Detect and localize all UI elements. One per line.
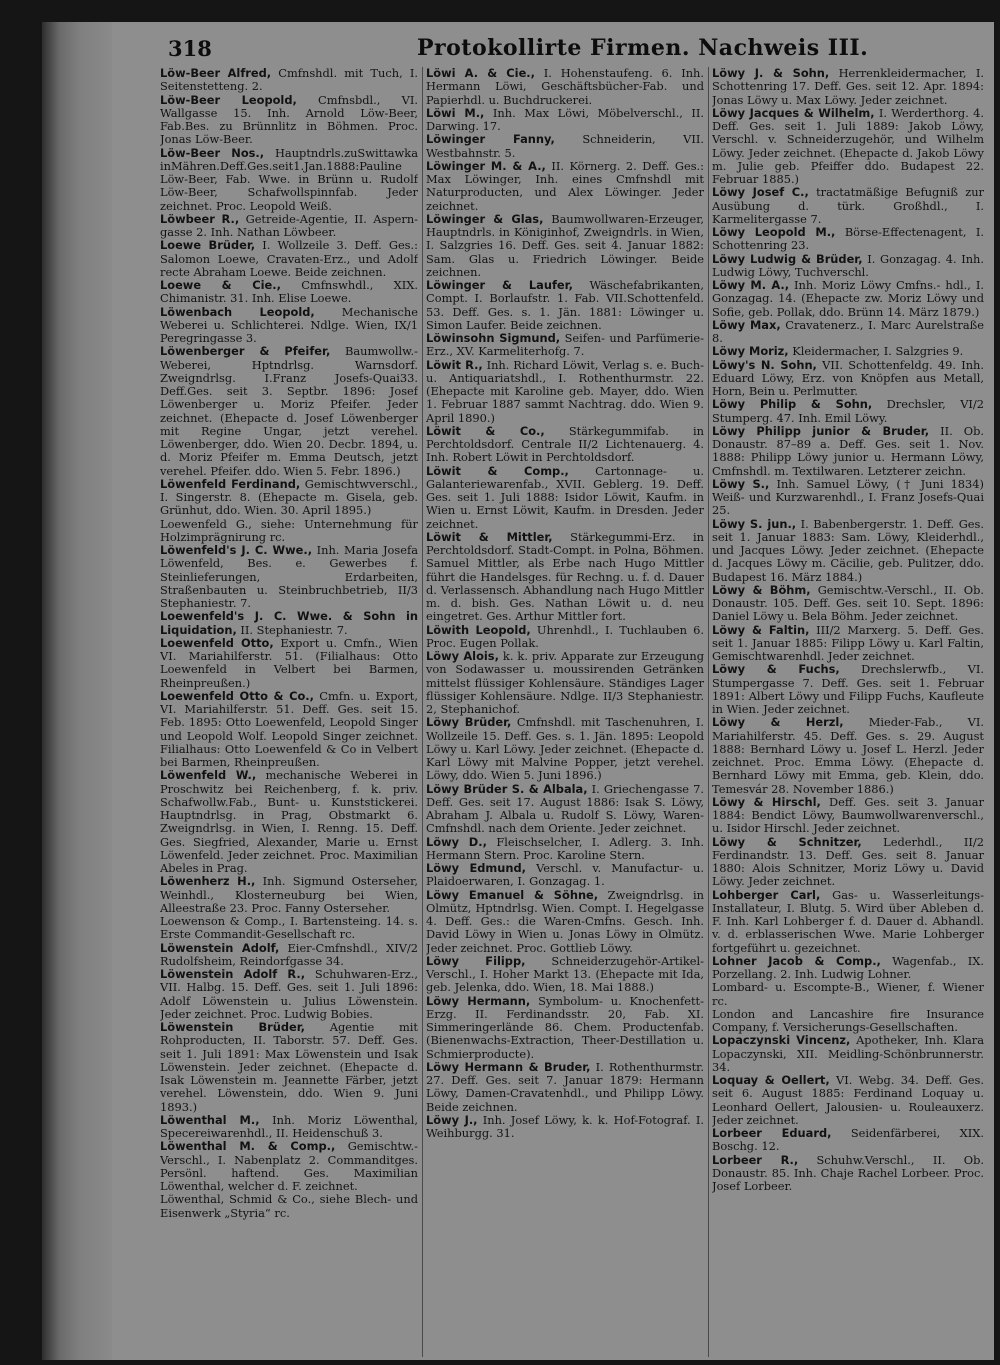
firm-details: Deff. Ges. seit 3. Januar 1884: Bendict Löwy, Baumwollwarenverschl., u. Isidor Hirschl. Jeder zeichnet. <box>712 794 984 836</box>
directory-entry <box>426 889 704 955</box>
firm-details: Gemischtw.-Verschl., II. Ob. Donaustr. 105. Deff. Ges. seit 10. Sept. 1896: Daniel Löwy u. Bela Böhm. Jeder zeichnet. <box>712 582 984 624</box>
directory-column-3 <box>712 67 984 1357</box>
directory-entry <box>712 796 984 836</box>
firm-details: Baumwollw.-Weberei, Hptndrlsg. Warnsdorf. Zweigndrlsg. I.Franz Josefs-Quai33. Deff.Ges. seit 3. Septbr. 1896: Josef Löwenberger u. Moriz Pfeifer. Jeder zeichnet. (Ehepacte d. Josef Löwenberger mit Regine Ungar, jetzt verehel. Löwenberger, ddo. Wien 20. Decbr. 1894, u. d. Moriz Pfeifer m. Emma Deutsch, jetzt verehel. Pfeifer. ddo. Wien 5. Febr. 1896.) <box>160 344 418 478</box>
directory-entry <box>160 942 418 969</box>
firm-details: II. Körnerg. 2. Deff. Ges.: Max Löwinger, Inh. eines Cmfnshdl mit Naturproducten, und Alex Löwinger. Jeder zeichnet. <box>426 158 704 213</box>
directory-entry <box>160 213 418 240</box>
firm-name: Loewenfeld Otto & Co., <box>160 688 314 703</box>
directory-entry <box>712 836 984 889</box>
firm-details: tractatmäßige Befugniß zur Ausübung d. türk. Großhdl., I. Karmelitergasse 7. <box>712 185 984 226</box>
directory-entry <box>160 478 418 518</box>
firm-details: Drechslerwfb., VI. Stumpergasse 7. Deff. Ges. seit 1. Februar 1891: Albert Löwy und Filipp Fuchs, Kaufleute in Wien. Jeder zeichnet. <box>712 662 984 716</box>
firm-details: Loewenson & Comp., I. Bartensteing. 14. s. Erste Commandit-Gesellschaft rc. <box>160 914 418 942</box>
firm-details: Cmfnswhdl., XIX. Chimanistr. 31. Inh. Elise Loewe. <box>160 278 418 306</box>
firm-details: Inh. Moriz Löwenthal, Specereiwarenhdl., II. Heidenschuß 3. <box>160 1112 418 1140</box>
directory-entry <box>712 518 984 584</box>
firm-details: Cmfnsbdl., VI. Wallgasse 15. Inh. Arnold Löw-Beer, Fab.Bes. zu Brünnlitz in Böhmen. Proc. Jonas Löw-Beer. <box>160 92 418 147</box>
firm-name: Lohberger Carl, <box>712 887 821 902</box>
firm-details: I. Wollzeile 3. Deff. Ges.: Salomon Loewe, Cravaten-Erz., und Adolf recte Abraham Loewe. Beide zeichnen. <box>160 238 418 279</box>
directory-entry <box>160 1021 418 1114</box>
directory-entry <box>160 915 418 942</box>
directory-entry <box>712 425 984 478</box>
book-gutter-shadow <box>42 22 112 1360</box>
firm-details: I. Gonzagag. 4. Inh. Ludwig Löwy, Tuchverschl. <box>712 251 984 279</box>
directory-entry <box>426 531 704 624</box>
directory-entry <box>426 67 704 107</box>
firm-name: Löwit & Co., <box>426 423 545 438</box>
directory-entry <box>712 359 984 399</box>
firm-details: Wäschefabrikanten, Compt. I. Borlaufstr. 1. Fab. VII.Schottenfeld. 53. Deff. Ges. s. 1. Jän. 1881: Löwinger u. Simon Laufer. Beide zeichnen. <box>426 278 704 332</box>
directory-entry <box>160 690 418 770</box>
firm-name: Löwy Hermann & Bruder, <box>426 1059 591 1074</box>
directory-entry <box>160 67 418 94</box>
firm-details: Drechsler, VI/2 Stumperg. 47. Inh. Emil Löwy. <box>712 397 984 425</box>
directory-entry <box>712 663 984 716</box>
directory-entry <box>712 67 984 107</box>
directory-entry <box>426 1114 704 1141</box>
firm-details: I. Werderthorg. 4. Deff. Ges. seit 1. Juli 1889: Jakob Löwy, Verschl. v. Schneiderzugehör, und Wilhelm Löwy. Jeder zeichnet. (Ehepacte d. Jakob Löwy m. Julie geb. Pfeiffer ddo. Budapest 22. Februar 1885.) <box>712 105 984 186</box>
firm-name: Löwenherz H., <box>160 874 256 889</box>
firm-name: Löwenstein Brüder, <box>160 1020 306 1034</box>
directory-entry <box>426 279 704 332</box>
firm-details: Gemischtwverschl., I. Singerstr. 8. (Ehepacte m. Gisela, geb. Grünhut, ddo. Wien. 30. April 1895.) <box>160 476 418 518</box>
firm-details: Inh. Samuel Löwy, († Juni 1834) Weiß- und Kurzwarenhdl., I. Franz Josefs-Quai 25. <box>712 476 984 518</box>
directory-entry <box>160 637 418 690</box>
directory-entry <box>160 769 418 875</box>
firm-details: Wagenfab., IX. Porzellang. 2. Inh. Ludwig Lohner. <box>712 953 984 981</box>
directory-entry <box>426 650 704 716</box>
firm-details: Inh. Maria Josefa Löwenfeld, Bes. e. Gewerbes f. Steinlieferungen, Erdarbeiten, Straßenbauten u. Steinbruchbetrieb, II/3 Stephaniestr. 7. <box>160 543 418 610</box>
directory-entry <box>712 1127 984 1154</box>
firm-details: Zweigndrlsg. in Olmütz, Hptndrlsg. Wien. Compt. I. Hegelgasse 4. Deff. Ges.: die Waren-Cmfns. Gesch. Inh. David Löwy in Wien u. Jonas Löwy in Olmütz. Jeder zeichnet. Proc. Gottlieb Löwy. <box>426 887 704 955</box>
firm-details: Börse-Effectenagent, I. Schottenring 23. <box>712 225 984 253</box>
directory-entry <box>712 345 984 358</box>
directory-entry <box>426 359 704 425</box>
directory-entry <box>160 544 418 610</box>
firm-details: Export u. Cmfn., Wien VI. Mariahilferstr. 51. (Filialhaus: Otto Loewenfeld in Velbert bei Barmen, Rheinpreußen.) <box>160 635 418 690</box>
firm-name: Löwy Hermann, <box>426 993 531 1008</box>
firm-details: Mieder-Fab., VI. Mariahilferstr. 45. Deff. Ges. s. 29. August 1888: Bernhard Löwy u. Josef L. Herzl. Jeder zeichnet. Proc. Emma Löwy. (Ehepacte d. Bernhard Löwy mit Emma, geb. Klein, ddo. Temesvár 28. November 1886.) <box>712 715 984 796</box>
firm-details: VI. Webg. 34. Deff. Ges. seit 6. August 1885: Ferdinand Loquay u. Leonhard Oellert, Jalousien- u. Rouleauxerz. Jeder zeichnet. <box>712 1073 984 1127</box>
firm-details: I. Rothenthurmstr. 27. Deff. Ges. seit 7. Januar 1879: Hermann Löwy, Damen-Cravatenhdl., und Philipp Löwy. Beide zeichnen. <box>426 1059 704 1114</box>
firm-name: Löw-Beer Nos., <box>160 145 265 160</box>
firm-details: Fleischselcher, I. Adlerg. 3. Inh. Hermann Stern. Proc. Karoline Stern. <box>426 834 704 862</box>
firm-details: Mechanische Weberei u. Schlichterei. Ndlge. Wien, IX/1 Peregringasse 3. <box>160 304 418 345</box>
firm-name: Loewenfeld's J. C. Wwe. & Sohn in Liquidation, <box>160 609 418 637</box>
firm-name: Löwenfeld's J. C. Wwe., <box>160 543 313 557</box>
firm-name: Löwi A. & Cie., <box>426 67 535 80</box>
firm-details: Gas- u. Wasserleitungs-Installateur, I. Blutg. 5. Wird über Ableben d. F. Inh. Karl Lohberger f. d. Dauer d. Abhandl. v. d. erblasserischen Wwe. Marie Lohberger fortgeführt u. gezeichnet. <box>712 887 984 955</box>
firm-name: Löwy M. A., <box>712 278 790 292</box>
directory-entry <box>712 253 984 280</box>
directory-entry <box>712 624 984 664</box>
directory-entry <box>712 889 984 955</box>
page-number: 318 <box>168 36 212 61</box>
firm-details: II. Ob. Donaustr. 87–89 a. Deff. Ges. seit 1. Nov. 1888: Philipp Löwy junior u. Hermann Löwy, Cmfnshdl. m. Textilwaren. Letzterer zeichn. <box>712 423 984 478</box>
directory-entry <box>712 107 984 187</box>
firm-details: Lederhdl., II/2 Ferdinandstr. 13. Deff. Ges. seit 8. Januar 1880: Alois Schnitzer, Moriz Löwy u. David Löwy. Jeder zeichnet. <box>712 834 984 889</box>
firm-details: Eier-Cmfnshdl., XIV/2 Rudolfsheim, Reindorfgasse 34. <box>160 940 418 968</box>
firm-details: Kleidermacher, I. Salzgries 9. <box>792 344 964 359</box>
firm-name: Löwith Leopold, <box>426 622 531 637</box>
directory-entry <box>160 306 418 346</box>
firm-name: Löwinger M. & A., <box>426 158 546 173</box>
directory-entry <box>426 133 704 160</box>
firm-name: Loewe Brüder, <box>160 238 256 253</box>
firm-details: Schuhw.Verschl., II. Ob. Donaustr. 85. Inh. Chaje Rachel Lorbeer. Proc. Josef Lorbeer. <box>712 1152 984 1193</box>
firm-details: Getreide-Agentie, II. Aspern- gasse 2. Inh. Nathan Löwbeer. <box>160 211 418 239</box>
firm-details: III/2 Marxerg. 5. Deff. Ges. seit 1. Januar 1885: Filipp Löwy u. Karl Faltin, Gemischtwarenhdl. Jeder zeichnet. <box>712 622 984 663</box>
directory-entry <box>712 398 984 425</box>
firm-details: Symbolum- u. Knochenfett-Erzg. II. Ferdinandsstr. 20, Fab. XI. Simmeringerlände 86. Chem. Productenfab. (Bienenwachs-Extraction, Theer-Destillation u. Schmierproducte). <box>426 993 704 1061</box>
firm-details: Verschl. v. Manufactur- u. Plaidoerwaren, I. Gonzagag. 1. <box>426 861 704 889</box>
firm-details: Lombard- u. Escompte-B., Wiener, f. Wiener rc. <box>712 980 984 1008</box>
firm-details: Stärkegummi-Erz. in Perchtoldsdorf. Stadt-Compt. in Polna, Böhmen. Samuel Mittler, als Erbe nach Hugo Mittler führt die Handelsges. für Rechng. u. f. d. Dauer d. Verlassensch. Abhandlung nach Hugo Mittler m. d. bish. Ges. Nathan Löwit u. d. neu eingetret. Ges. Arthur Mittler fort. <box>426 529 704 624</box>
firm-name: Löwenbach Leopold, <box>160 304 315 319</box>
directory-entry <box>426 332 704 359</box>
firm-name: Löwy & Faltin, <box>712 622 810 637</box>
firm-details: Apotheker, Inh. Klara Lopaczynski, XII. Meidling-Schönbrunnerstr. 34. <box>712 1033 984 1074</box>
directory-entry <box>160 345 418 478</box>
firm-name: Löwenstein Adolf R., <box>160 967 306 981</box>
directory-entry <box>712 319 984 346</box>
firm-name: Löwy Filipp, <box>426 953 526 968</box>
firm-name: Löwy Philip & Sohn, <box>712 397 873 412</box>
firm-name: Löwy Edmund, <box>426 861 526 875</box>
directory-entry <box>712 716 984 796</box>
directory-entry <box>160 1114 418 1141</box>
firm-name: Löwit & Comp., <box>426 463 569 478</box>
directory-entry <box>712 1034 984 1074</box>
firm-details: Cmfn. u. Export, VI. Mariahilferstr. 51. Deff. Ges. seit 15. Feb. 1895: Otto Loewenfeld, Leopold Singer und Leopold Wolf. Leopold Singer zeichnet. Filialhaus: Otto Loewenfeld & Co in Velbert bei Barmen, Rheinpreußen. <box>160 688 418 769</box>
firm-details: Uhrenhdl., I. Tuchlauben 6. Proc. Eugen Pollak. <box>426 622 704 650</box>
firm-name: Löw-Beer Alfred, <box>160 67 272 80</box>
firm-details: Stärkegummifab. in Perchtoldsdorf. Centrale II/2 Lichtenauerg. 4. Inh. Robert Löwit in Perchtoldsdorf. <box>426 423 704 465</box>
directory-entry <box>160 1193 418 1220</box>
firm-details: Inh. Max Löwi, Möbelverschl., II. Darwing. 17. <box>426 105 704 133</box>
directory-entry <box>426 783 704 836</box>
firm-name: Löwy & Böhm, <box>712 582 811 597</box>
firm-name: Löwy S., <box>712 476 770 491</box>
firm-name: Löwy Ludwig & Brüder, <box>712 251 863 266</box>
directory-entry <box>712 981 984 1008</box>
firm-details: Gemischtw.- Verschl., I. Nabenplatz 2. Commanditges. Persönl. haftend. Ges. Maximilian Löwenthal, welcher d. F. zeichnet. <box>160 1139 418 1193</box>
firm-details: II. Stephaniestr. 7. <box>240 622 348 637</box>
firm-name: Löwy S. jun., <box>712 516 797 531</box>
firm-name: Löwy J., <box>426 1112 478 1127</box>
firm-name: Löwinger & Glas, <box>426 211 544 226</box>
firm-name: Loquay & Oellert, <box>712 1073 830 1087</box>
firm-name: Löwy Jacques & Wilhelm, <box>712 105 875 120</box>
firm-name: Löwy Alois, <box>426 649 499 663</box>
firm-details: I. Hohenstaufeng. 6. Inh. Hermann Löwi, Geschäftsbücher-Fab. und Papierhdl. u. Buchdruckerei. <box>426 67 704 107</box>
firm-name: Löwy Leopold M., <box>712 225 836 239</box>
directory-entry <box>160 279 418 306</box>
directory-entry <box>160 875 418 915</box>
firm-name: Löwy Max, <box>712 317 781 332</box>
firm-details: Loewenfeld G., siehe: Unternehmung für Holzimprägnirung rc. <box>160 516 418 544</box>
firm-name: Löwit & Mittler, <box>426 529 553 544</box>
firm-name: Löwinger & Laufer, <box>426 278 573 292</box>
firm-details: Schneiderin, VII. Westbahnstr. 5. <box>426 132 704 160</box>
directory-entry <box>160 610 418 637</box>
directory-entry <box>712 955 984 982</box>
firm-name: Löwy Josef C., <box>712 185 809 200</box>
firm-name: Löwbeer R., <box>160 211 240 226</box>
directory-entry <box>712 186 984 226</box>
directory-entry <box>426 862 704 889</box>
directory-entry <box>426 624 704 651</box>
firm-name: Löwy & Schnitzer, <box>712 834 862 849</box>
firm-name: Löwenberger & Pfeifer, <box>160 344 331 359</box>
firm-name: Löwy Brüder S. & Albala, <box>426 781 588 796</box>
firm-details: Herrenkleidermacher, I. Schottenring 17. Deff. Ges. seit 12. Apr. 1894: Jonas Löwy u. Max Löwy. Jeder zeichnet. <box>712 67 984 107</box>
firm-name: Löwy Emanuel & Söhne, <box>426 887 599 902</box>
document-page <box>42 22 994 1360</box>
directory-entry <box>426 160 704 213</box>
firm-name: Löwi M., <box>426 105 485 120</box>
firm-details: k. k. priv. Apparate zur Erzeugung von Sodawasser u. moussirenden Getränken mittelst flüssiger Kohlensäure. Ständiges Lager flüssiger Kohlensäure. Ndlge. II/3 Stephaniestr. 2, Stephanichof. <box>426 649 704 716</box>
firm-name: Löwinger Fanny, <box>426 132 555 147</box>
firm-name: Löwy J. & Sohn, <box>712 67 830 80</box>
firm-name: Löwy & Fuchs, <box>712 662 840 677</box>
firm-details: Löwenthal, Schmid & Co., siehe Blech- und Eisenwerk „Styria“ rc. <box>160 1192 418 1220</box>
firm-name: Löwenstein Adolf, <box>160 940 280 955</box>
firm-details: Agentie mit Rohproducten, II. Taborstr. 57. Deff. Ges. seit 1. Juli 1891: Max Löwenstein und Isak Löwenstein. Jeder zeichnet. (Ehepacte d. Isak Löwenstein m. Jeannette Färber, jetzt verehel. Löwenstein, ddo. Wien 9. Juni 1893.) <box>160 1020 418 1114</box>
firm-details: Schuhwaren-Erz., VII. Halbg. 15. Deff. Ges. seit 1. Juli 1896: Adolf Löwenstein u. Julius Löwenstein. Jeder zeichnet. Proc. Ludwig Bobies. <box>160 967 418 1021</box>
directory-entry <box>426 836 704 863</box>
firm-details: Inh. Sigmund Osterseher, Weinhdl., Klosterneuburg bei Wien, Alleestraße 23. Proc. Fanny Osterseher. <box>160 874 418 915</box>
directory-entry <box>712 279 984 319</box>
directory-entry <box>426 1061 704 1114</box>
firm-name: Löwy Moriz, <box>712 344 789 359</box>
directory-entry <box>426 425 704 465</box>
firm-details: mechanische Weberei in Proschwitz bei Reichenberg, f. k. priv. Schafwollw.Fab., Bunt- u. Kunststickerei. Hauptndrlsg. in Prag, Obstmarkt 6. Zweigndrlsg. in Wien, I. Renng. 15. Deff. Ges. Siegfried, Alexander, Marie u. Ernst Löwenfeld. Jeder zeichnet. Proc. Maximilian Abeles in Prag. <box>160 768 418 875</box>
firm-details: VII. Schottenfeldg. 49. Inh. Eduard Löwy, Erz. von Knöpfen aus Metall, Horn, Bein u. Perlmutter. <box>712 357 984 398</box>
firm-name: Löwenthal M., <box>160 1112 260 1127</box>
directory-entry <box>426 107 704 134</box>
firm-name: Löwenfeld Ferdinand, <box>160 476 301 491</box>
directory-entry <box>426 465 704 531</box>
directory-entry <box>160 1140 418 1193</box>
firm-details: I. Babenbergerstr. 1. Deff. Ges. seit 1. Januar 1883: Sam. Löwy, Kleiderhdl., und Jacques Löwy. Jeder zeichnet. (Ehepacte d. Jacques Löwy m. Cäcilie, geb. Pulitzer, ddo. Budapest 16. März 1884.) <box>712 516 984 584</box>
firm-details: Hauptndrls.zuSwittawka inMähren.Deff.Ges.seit1.Jan.1888:Pauline Löw-Beer, Fab. Wwe. in Brünn u. Rudolf Löw-Beer, Schafwollspinnfab. Jeder zeichnet. Proc. Leopold Weiß. <box>160 145 418 213</box>
firm-details: Cartonnage- u. Galanteriewarenfab., XVII. Geblerg. 19. Deff. Ges. seit 1. Juli 1888: Isidor Löwit, Kaufm. in Wien u. Ernst Löwit, Kaufm. in Dresden. Jeder zeichnet. <box>426 463 704 531</box>
firm-name: Löw-Beer Leopold, <box>160 92 297 107</box>
firm-name: Lorbeer Eduard, <box>712 1126 832 1140</box>
directory-entry <box>160 518 418 545</box>
firm-name: Lopaczynski Vincenz, <box>712 1033 851 1048</box>
directory-entry <box>712 1074 984 1127</box>
firm-name: Löwy's N. Sohn, <box>712 357 817 372</box>
directory-entry <box>712 1008 984 1035</box>
firm-name: Löwy & Herzl, <box>712 715 844 730</box>
firm-details: Inh. Richard Löwit, Verlag s. e. Buch- u. Antiquariatshdl., I. Rothenthurmstr. 22. (Ehepacte mit Karoline geb. Mayer, ddo. Wien 1. Februar 1887 sammt Nachtrag. ddo. Wien 9. April 1890.) <box>426 357 704 425</box>
directory-entry <box>712 478 984 518</box>
running-title: Protokollirte Firmen. Nachweis III. <box>417 35 869 61</box>
column-divider <box>708 67 709 1357</box>
firm-details: Cmfnshdl. mit Taschenuhren, I. Wollzeile 15. Deff. Ges. s. 1. Jän. 1895: Leopold Löwy u. Karl Löwy. Jeder zeichnet. (Ehepacte d. Karl Löwy mit Malvine Popper, jetzt verehel. Löwy, ddo. Wien 5. Juni 1896.) <box>426 715 704 783</box>
directory-columns <box>160 67 986 1357</box>
firm-details: Inh. Moriz Löwy Cmfns.- hdl., I. Gonzagag. 14. (Ehepacte zw. Moriz Löwy und Sofie, geb. Pollak, ddo. Brünn 14. März 1879.) <box>712 278 984 319</box>
firm-name: Löwenfeld W., <box>160 768 257 783</box>
directory-entry <box>712 226 984 253</box>
directory-entry <box>426 955 704 995</box>
firm-details: Baumwollwaren-Erzeuger, Hauptndrls. in Königinhof, Zweigndrls. in Wien, I. Salzgries 16. Deff. Ges. seit 4. Januar 1882: Sam. Glas u. Friedrich Löwinger. Beide zeichnen. <box>426 211 704 279</box>
firm-name: Löwy Brüder, <box>426 715 512 730</box>
directory-entry <box>712 584 984 624</box>
firm-name: Loewe & Cie., <box>160 278 281 292</box>
column-divider <box>422 67 423 1357</box>
directory-entry <box>426 716 704 782</box>
directory-entry <box>426 213 704 279</box>
firm-details: Seidenfärberei, XIX. Boschg. 12. <box>712 1126 984 1154</box>
firm-details: Schneiderzugehör-Artikel-Verschl., I. Hoher Markt 13. (Ehepacte mit Ida, geb. Jelenka, ddo. Wien, 18. Mai 1888.) <box>426 953 704 995</box>
directory-entry <box>160 968 418 1021</box>
firm-details: London and Lancashire fire Insurance Company, f. Versicherungs-Gesellschaften. <box>712 1006 984 1034</box>
firm-name: Löwinsohn Sigmund, <box>426 331 561 345</box>
firm-name: Löwit R., <box>426 357 483 372</box>
directory-entry <box>160 147 418 213</box>
firm-name: Löwy Philipp junior & Bruder, <box>712 423 930 438</box>
directory-entry <box>160 239 418 279</box>
firm-details: I. Griechengasse 7. Deff. Ges. seit 17. August 1886: Isak S. Löwy, Abraham J. Albala u. Rudolf S. Löwy, Waren-Cmfnshdl. nach dem Oriente. Jeder zeichnet. <box>426 781 704 836</box>
firm-name: Löwy D., <box>426 834 487 849</box>
firm-name: Lorbeer R., <box>712 1152 799 1167</box>
firm-details: Seifen- und Parfümerie-Erz., XV. Karmeliterhofg. 7. <box>426 331 704 359</box>
directory-entry <box>426 995 704 1061</box>
directory-entry <box>712 1154 984 1194</box>
firm-name: Löwy & Hirschl, <box>712 794 821 809</box>
firm-name: Löwenthal M. & Comp., <box>160 1139 336 1154</box>
firm-name: Loewenfeld Otto, <box>160 635 274 650</box>
firm-details: Inh. Josef Löwy, k. k. Hof-Fotograf. I. Weihburgg. 31. <box>426 1112 704 1140</box>
directory-column-2 <box>426 67 704 1357</box>
directory-entry <box>160 94 418 147</box>
firm-details: Cmfnshdl. mit Tuch, I. Seitenstetteng. 2. <box>160 67 418 94</box>
firm-details: Cravatenerz., I. Marc Aurelstraße 8. <box>712 317 984 345</box>
firm-name: Lohner Jacob & Comp., <box>712 953 881 968</box>
directory-column-1 <box>160 67 418 1357</box>
